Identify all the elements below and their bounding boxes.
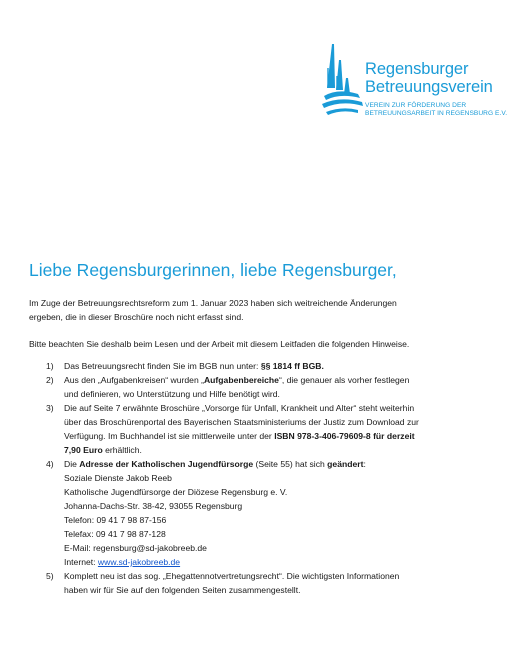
- address-line: Soziale Dienste Jakob Reeb: [64, 473, 172, 483]
- list-item-number: 5): [46, 571, 54, 581]
- list-item-text: Aus den „Aufgabenkreisen“ wurden „: [64, 375, 204, 385]
- website-link[interactable]: www.sd-jakobreeb.de: [97, 557, 181, 567]
- intro-line-1: Im Zuge der Betreuungsrechtsreform zum 1. Januar 2023 haben sich weitreichende Änderungen: [29, 298, 397, 308]
- list-item-text: (Seite 55) hat sich: [253, 459, 328, 469]
- list-item: [29, 401, 509, 457]
- list-item: [29, 359, 509, 373]
- list-item-bold-text: Adresse der Katholischen Jugendfürsorge: [79, 459, 254, 469]
- list-item: [29, 373, 509, 401]
- logo: [318, 38, 518, 138]
- list-item-text: Komplett neu ist das sog. „Ehegattennotvertretungsrecht“. Die wichtigsten Informationen: [64, 571, 400, 581]
- logo-name: [365, 60, 493, 96]
- list-item-text: “, die genauer als vorher festlegen: [278, 375, 410, 385]
- list-item-text: erhältlich.: [102, 445, 142, 455]
- list-item-text: :: [363, 459, 366, 469]
- list-item-text: über das Broschürenportal des Bayerischen Staatsministeriums der Justiz zum Download zur: [64, 417, 419, 427]
- list-item: [29, 569, 509, 597]
- intro-paragraph: [29, 296, 499, 324]
- intro-line-2: ergeben, die in dieser Broschüre noch nicht erfasst sind.: [29, 312, 244, 322]
- logo-tagline-line-1: VEREIN ZUR FÖRDERUNG DER: [365, 102, 467, 109]
- list-item-bold-text: §§ 1814 ff BGB.: [260, 361, 324, 371]
- fax-line: Telefax: 09 41 7 98 87-128: [64, 529, 166, 539]
- list-item-number: 3): [46, 403, 54, 413]
- notice-paragraph: Bitte beachten Sie deshalb beim Lesen und der Arbeit mit diesem Leitfaden die folgenden Hinweise.: [29, 339, 410, 349]
- address-line: Johanna-Dachs-Str. 38-42, 93055 Regensburg: [64, 501, 243, 511]
- notice-list: [29, 359, 509, 597]
- list-item-bold-text: ISBN 978-3-406-79609-8 für derzeit: [274, 431, 415, 441]
- list-item-bold-text: 7,90 Euro: [64, 445, 103, 455]
- list-item-text: Die auf Seite 7 erwähnte Broschüre „Vorsorge für Unfall, Krankheit und Alter“ steht weiterhin: [64, 403, 415, 413]
- logo-tagline: [365, 102, 507, 118]
- list-item-text: haben wir für Sie auf den folgenden Seiten zusammengestellt.: [64, 585, 301, 595]
- list-item-bold-text: geändert: [327, 459, 364, 469]
- list-item-text: Das Betreuungsrecht finden Sie im BGB nun unter:: [64, 361, 261, 371]
- sailboat-skyline-logo-icon: [318, 38, 370, 118]
- internet-line: [64, 555, 509, 569]
- address-line: Katholische Jugendfürsorge der Diözese Regensburg e. V.: [64, 487, 288, 497]
- list-item-number: 4): [46, 459, 54, 469]
- page-heading: Liebe Regensburgerinnen, liebe Regensburger,: [29, 260, 397, 280]
- phone-line: Telefon: 09 41 7 98 87-156: [64, 515, 167, 525]
- list-item: [29, 457, 509, 569]
- list-item-text: Die: [64, 459, 80, 469]
- list-item-bold-text: Aufgabenbereiche: [203, 375, 279, 385]
- list-item-number: 1): [46, 361, 54, 371]
- email-line: E-Mail: regensburg@sd-jakobreeb.de: [64, 543, 207, 553]
- list-item-number: 2): [46, 375, 54, 385]
- logo-name-line-1: Regensburger: [365, 60, 469, 78]
- logo-name-line-2: Betreuungsverein: [365, 78, 493, 96]
- list-item-text: Verfügung. Im Buchhandel ist sie mittlerweile unter der: [64, 431, 275, 441]
- list-item-text: und definieren, wo Unterstützung und Hilfe benötigt wird.: [64, 389, 280, 399]
- logo-tagline-line-2: BETREUUNGSARBEIT IN REGENSBURG E.V.: [365, 110, 508, 117]
- internet-label: Internet:: [64, 557, 98, 567]
